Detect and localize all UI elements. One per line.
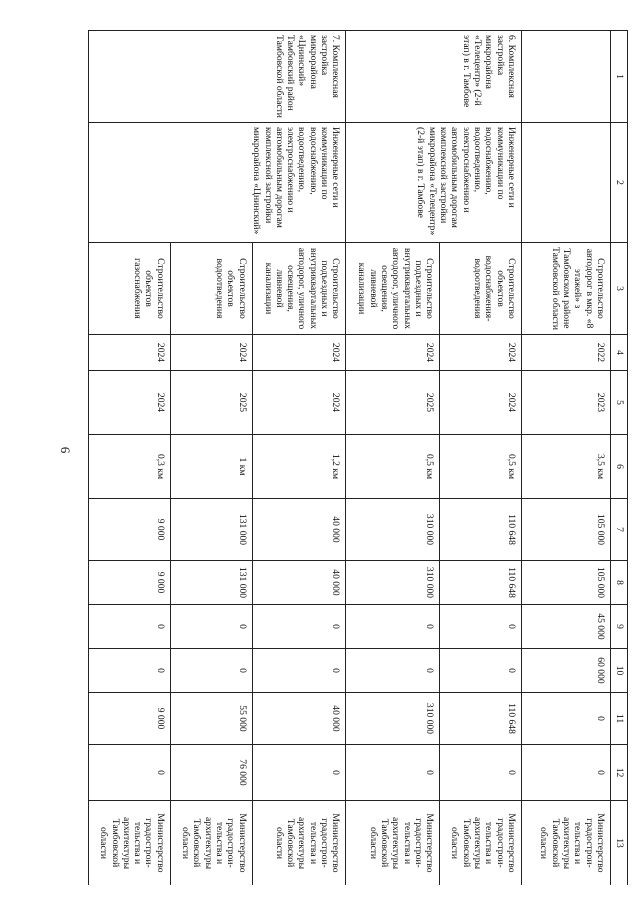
cell-empty [522,31,611,123]
cell-capacity: 3,5 км [522,435,611,499]
table-row [252,31,346,886]
cell-year-amount: 0 [346,745,440,801]
cell-empty [522,123,611,243]
cell-project-name: 7. Комплексная застройка микрорайона «Цнинский» Тамбовский район Тамбовской области [89,31,346,123]
cell-start-year: 2024 [89,335,171,371]
col-header-11: 11 [611,693,628,745]
cell-cost: 9 000 [89,499,171,561]
cell-year-amount: 0 [89,745,171,801]
cell-cost: 131 000 [170,499,252,561]
cell-capacity: 1,2 км [252,435,346,499]
col-header-4: 4 [611,335,628,371]
cell-year-amount: 0 [252,649,346,693]
cell-start-year: 2024 [346,335,440,371]
cell-end-year: 2024 [440,371,522,435]
cell-object-name: Строительство объектов водоснабжения-водоотведения [440,243,522,335]
cell-object-name: Строительство объектов газоснабжения [89,243,171,335]
cell-start-year: 2024 [440,335,522,371]
col-header-3: 3 [611,243,628,335]
col-header-12: 12 [611,745,628,801]
cell-capacity: 1 км [170,435,252,499]
cell-capacity: 0,5 км [440,435,522,499]
cell-year-amount: 60 000 [522,649,611,693]
cell-object-name: Строительство подъездных и внутриквартальных автодорог, уличного освещения, ливневой канализации [346,243,440,335]
cell-responsible: Министерство градострои-тельства и архитектуры Тамбовской области [522,801,611,886]
col-header-8: 8 [611,561,628,605]
cell-year-amount: 0 [252,605,346,649]
cell-responsible: Министерство градострои-тельства и архитектуры Тамбовской области [440,801,522,886]
cell-responsible: Министерство градострои-тельства и архитектуры Тамбовской области [170,801,252,886]
cell-object-name: Строительство автодорог в мкр. «8 этажей» з Тамбовском районе Тамбовской области [522,243,611,335]
cell-year-amount: 0 [440,745,522,801]
cell-year-amount: 0 [522,745,611,801]
cell-object-name: Строительство объектов водоотведения [170,243,252,335]
table-row [522,31,611,886]
cell-year-amount: 310 000 [346,693,440,745]
cell-cost: 105 000 [522,499,611,561]
cell-total: 131 000 [170,561,252,605]
cell-year-amount: 0 [522,693,611,745]
col-header-6: 6 [611,435,628,499]
cell-capacity: 0,3 км [89,435,171,499]
cell-year-amount: 76 000 [170,745,252,801]
cell-cost: 110 648 [440,499,522,561]
header-row [611,31,628,886]
table-row [440,31,522,886]
cell-responsible: Министерство градострои-тельства и архитектуры Тамбовской области [89,801,171,886]
cell-year-amount: 0 [252,745,346,801]
cell-cost: 40 000 [252,499,346,561]
cell-work-description: Инженерные сети и коммуникации по водоснабжению, водоотведению, электроснабжению и автомобильным дорогам комплексной застройки микрорайона «Телецентр» (2-й этап) в г. Тамбове [346,123,522,243]
cell-year-amount: 110 648 [440,693,522,745]
cell-year-amount: 45 000 [522,605,611,649]
page-number: 6 [58,446,73,454]
cell-year-amount: 0 [346,605,440,649]
cell-responsible: Министерство градострои-тельства и архитектуры Тамбовской области [346,801,440,886]
cell-total: 9 000 [89,561,171,605]
cell-total: 40 000 [252,561,346,605]
cell-object-name: Строительство подъездных и внутриквартальных автодорог, уличного освещения, ливневой канализации [252,243,346,335]
col-header-1: 1 [611,31,628,123]
cell-year-amount: 0 [440,605,522,649]
cell-end-year: 2024 [252,371,346,435]
cell-year-amount: 0 [89,649,171,693]
cell-responsible: Министерство градострои-тельства и архитектуры Тамбовской области [252,801,346,886]
col-header-13: 13 [611,801,628,886]
cell-total: 105 000 [522,561,611,605]
cell-start-year: 2022 [522,335,611,371]
cell-end-year: 2023 [522,371,611,435]
cell-year-amount: 40 000 [252,693,346,745]
cell-total: 310 000 [346,561,440,605]
cell-end-year: 2025 [346,371,440,435]
rotated-table-wrapper [88,30,628,885]
cell-year-amount: 0 [440,649,522,693]
col-header-10: 10 [611,649,628,693]
cell-work-description: Инженерные сети и коммуникации по водоснабжению, водоотведению, электроснабжению и автомобильным дорогам комплексной застройки микрорайона «Цнинский» [89,123,346,243]
cell-year-amount: 55 000 [170,693,252,745]
program-table [88,30,628,885]
cell-start-year: 2024 [252,335,346,371]
col-header-9: 9 [611,605,628,649]
cell-cost: 310 000 [346,499,440,561]
cell-project-name: 6. Комплексная застройка микрорайона «Телецентр» (2-й этап) в г. Тамбове [346,31,522,123]
cell-year-amount: 0 [346,649,440,693]
cell-start-year: 2024 [170,335,252,371]
col-header-7: 7 [611,499,628,561]
cell-end-year: 2025 [170,371,252,435]
cell-total: 110 648 [440,561,522,605]
cell-year-amount: 0 [170,649,252,693]
col-header-2: 2 [611,123,628,243]
cell-year-amount: 0 [170,605,252,649]
cell-year-amount: 9 000 [89,693,171,745]
cell-year-amount: 0 [89,605,171,649]
col-header-5: 5 [611,371,628,435]
table-area [88,30,628,885]
cell-capacity: 0,5 км [346,435,440,499]
cell-end-year: 2024 [89,371,171,435]
